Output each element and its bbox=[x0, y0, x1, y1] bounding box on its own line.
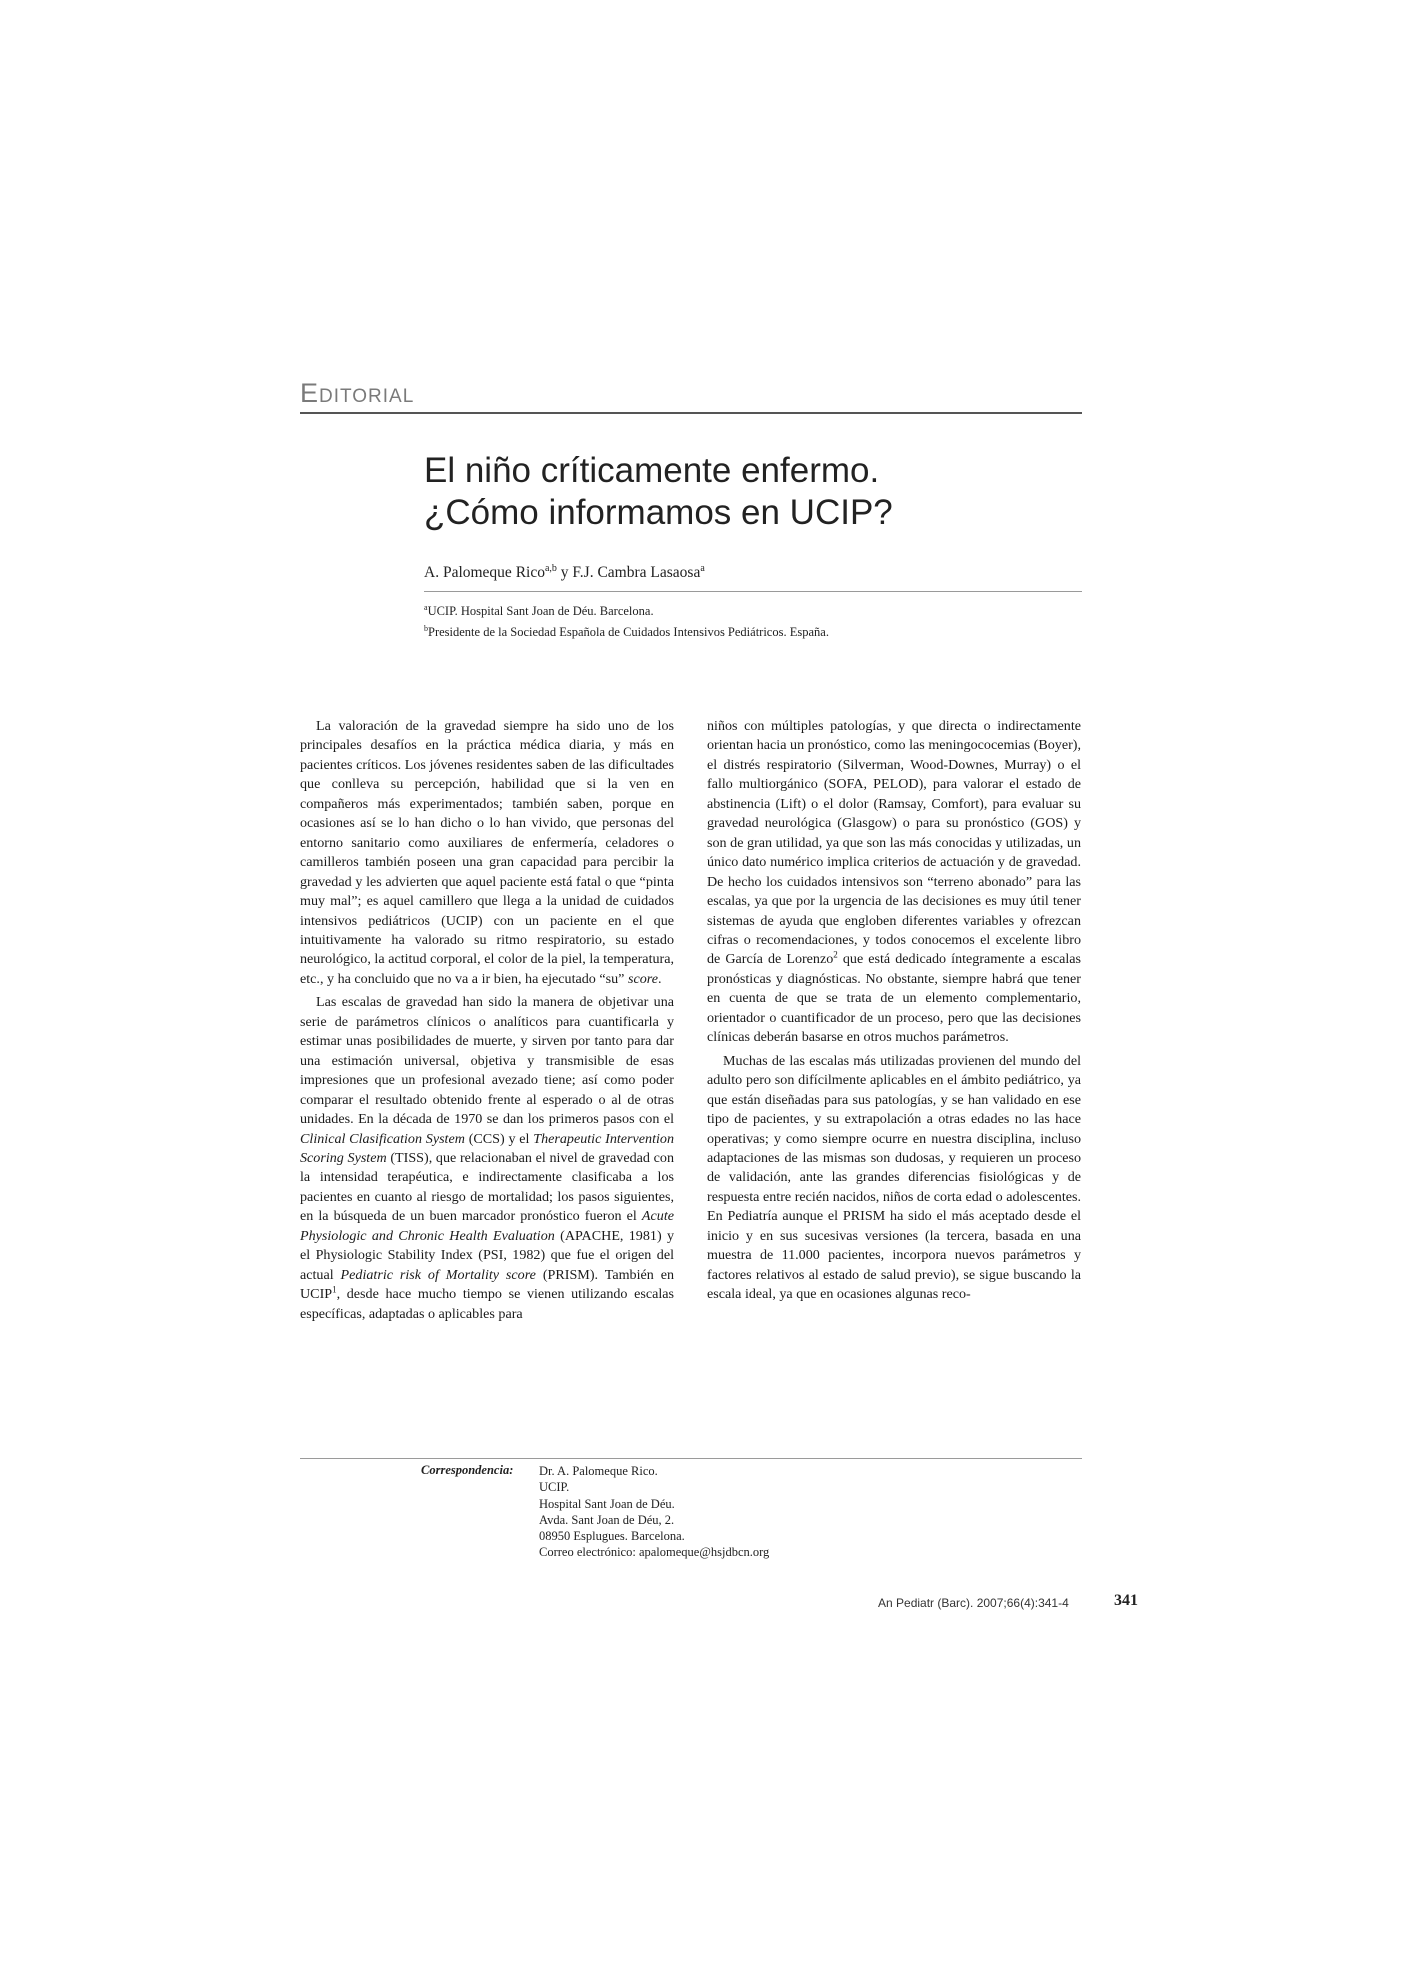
page-number: 341 bbox=[1114, 1592, 1138, 1609]
correspondence-address bbox=[539, 1463, 769, 1561]
author-2: F.J. Cambra Lasaosa bbox=[572, 564, 701, 582]
correspondence-line: Hospital Sant Joan de Déu. bbox=[539, 1496, 675, 1511]
text: (CCS) y el bbox=[464, 1130, 534, 1147]
title-line-1: El niño críticamente enfermo. bbox=[424, 451, 880, 490]
text-italic: Therapeutic Intervention Scoring System bbox=[300, 1130, 675, 1166]
affiliation-rule bbox=[424, 591, 1082, 592]
reference-sup: 1 bbox=[332, 1284, 337, 1295]
correspondence-email: Correo electrónico: apalomeque@hsjdbcn.org bbox=[539, 1545, 770, 1560]
text-italic: Acute Physiologic and Chronic Health Evaluation bbox=[300, 1208, 674, 1244]
reference-sup: 2 bbox=[833, 949, 838, 960]
affiliation-a bbox=[424, 599, 829, 620]
left-column bbox=[300, 717, 674, 1324]
author-2-sup: a bbox=[700, 563, 705, 574]
author-1-sup: a,b bbox=[544, 563, 557, 574]
correspondence-line: Dr. A. Palomeque Rico. bbox=[539, 1464, 658, 1478]
journal-citation: An Pediatr (Barc). 2007;66(4):341-4 bbox=[878, 1596, 1069, 1610]
affiliation-a-text: UCIP. Hospital Sant Joan de Déu. Barcelona. bbox=[427, 604, 654, 619]
correspondence-line: Avda. Sant Joan de Déu, 2. bbox=[539, 1512, 675, 1527]
affiliation-b-text: Presidente de la Sociedad Española de Cuidados Intensivos Pediátricos. España. bbox=[428, 625, 829, 640]
paragraph: Muchas de las escalas más utilizadas provienen del mundo del adulto pero son difícilmente aplicables en el ámbito pediátrico, ya que están diseñadas para sus patologías, y se han validado en ese tipo de pacientes, y su extrapolación a otras edades no las hace operativas; y como siempre ocurre en nuestra disciplina, incluso adaptaciones de las mismas son dudosas, y requieren un proceso de validación, ante las grandes diferencias fisiológicas y de respuesta entre recién nacidos, niños de corta edad o adolescentes. En Pediatría aunque el PRISM ha sido el más aceptado desde el inicio y en sus sucesivas versiones (la tercera, basada en una muestra de 11.000 pacientes, incorpora nuevos parámetros y factores relativos al estado de salud previo), se sigue buscando la escala ideal, ya que en ocasiones algunas reco- bbox=[707, 1052, 1081, 1303]
title-line-2: ¿Cómo informamos en UCIP? bbox=[424, 493, 893, 532]
affiliation-b-sup: b bbox=[424, 624, 428, 634]
affiliation-b bbox=[424, 620, 829, 641]
text: (PRISM). También en UCIP bbox=[300, 1266, 674, 1303]
article-title bbox=[424, 450, 1064, 534]
text: Las escalas de gravedad han sido la manera de objetivar una serie de parámetros clínicos o analíticos para cuantificarla y estimar unas posibilidades de muerte, y sirven por tanto para dar una estimación universal, objetiva y transmisible de esas impresiones que un profesional avezado tiene; así como poder comparar el resultado obtenido frente al esperado o al de otras unidades. En la década de 1970 se dan los primeros pasos con el bbox=[300, 994, 674, 1128]
paragraph bbox=[707, 717, 1081, 1048]
affiliations bbox=[424, 599, 829, 641]
correspondence-line: 08950 Esplugues. Barcelona. bbox=[539, 1529, 685, 1544]
correspondence-line: UCIP. bbox=[539, 1480, 570, 1495]
authors bbox=[424, 563, 705, 582]
text: , desde hace mucho tiempo se vienen utilizando escalas específicas, adaptadas o aplicables para bbox=[300, 1286, 674, 1322]
correspondence-rule bbox=[300, 1458, 1082, 1459]
text-italic: score bbox=[627, 970, 658, 987]
section-label: Editorial bbox=[300, 378, 415, 408]
text-italic: Pediatric risk of Mortality score bbox=[340, 1266, 536, 1283]
affiliation-a-sup: a bbox=[424, 603, 428, 612]
text: (APACHE, 1981) y el Physiologic Stability Index (PSI, 1982) que fue el origen del actual bbox=[300, 1227, 675, 1283]
text: que está dedicado íntegramente a escalas pronósticas y diagnósticas. No obstante, siempre habrá que tener en cuenta de que se trata de un elemento complementario, orientador o cuantificador de un proceso, pero que las decisiones clínicas deberán basarse en otros muchos parámetros. bbox=[707, 951, 1082, 1046]
text: niños con múltiples patologías, y que directa o indirectamente orientan hacia un pronóstico, como las meningococemias (Boyer), el distrés respiratorio (Silverman, Wood-Downes, Murray) o el fallo multiorgánico (SOFA, PELOD), para valorar el estado de abstinencia (Lift) o el dolor (Ramsay, Comfort), para evaluar su gravedad neurológica (Glasgow) o para su pronóstico (GOS) y son de gran utilidad, ya que son las más conocidas y utilizadas, un único dato numérico implica criterios de actuación y de gravedad. De hecho los cuidados intensivos son “terreno abonado” para las escalas, ya que por la urgencia de las decisiones es muy útil tener sistemas de ayuda que engloben diferentes variables y ofrezcan cifras o recomendaciones, y todos conocemos el excelente libro de García de Lorenzo bbox=[707, 718, 1081, 968]
author-1: A. Palomeque Rico bbox=[424, 564, 545, 582]
right-column bbox=[707, 717, 1081, 1305]
author-join: y bbox=[556, 564, 573, 582]
text-italic: Clinical Clasification System bbox=[300, 1130, 465, 1147]
paragraph bbox=[300, 993, 674, 1324]
correspondence-label: Correspondencia: bbox=[421, 1463, 514, 1477]
text: (TISS), que relacionaban el nivel de gravedad con la intensidad terapéutica, e indirectamente clasificaba a los pacientes en cuanto al riesgo de mortalidad; los pasos siguientes, en la búsqueda de un buen marcador pronóstico fueron el bbox=[300, 1149, 674, 1225]
paragraph bbox=[300, 717, 674, 989]
section-rule bbox=[300, 412, 1082, 414]
text: La valoración de la gravedad siempre ha sido uno de los principales desafíos en la práctica médica diaria, y más en pacientes críticos. Los jóvenes residentes saben de las dificultades que conlleva su percepción, habilidad que si la ven en compañeros más experimentados; también saben, porque en ocasiones así se lo han dicho o lo han vivido, que personas del entorno sanitario como auxiliares de enfermería, celadores o camilleros también poseen una gran capacidad para percibir la gravedad y les advierten que aquel paciente está fatal o que “pinta muy mal”; es aquel camillero que llega a la unidad de cuidados intensivos pediátricos (UCIP) con un paciente en el que intuitivamente ha valorado su ritmo respiratorio, su estado neurológico, la actitud corporal, el color de la piel, la temperatura, etc., y ha concluido que no va a ir bien, ha ejecutado “su” bbox=[300, 718, 674, 987]
text: . bbox=[657, 970, 662, 987]
